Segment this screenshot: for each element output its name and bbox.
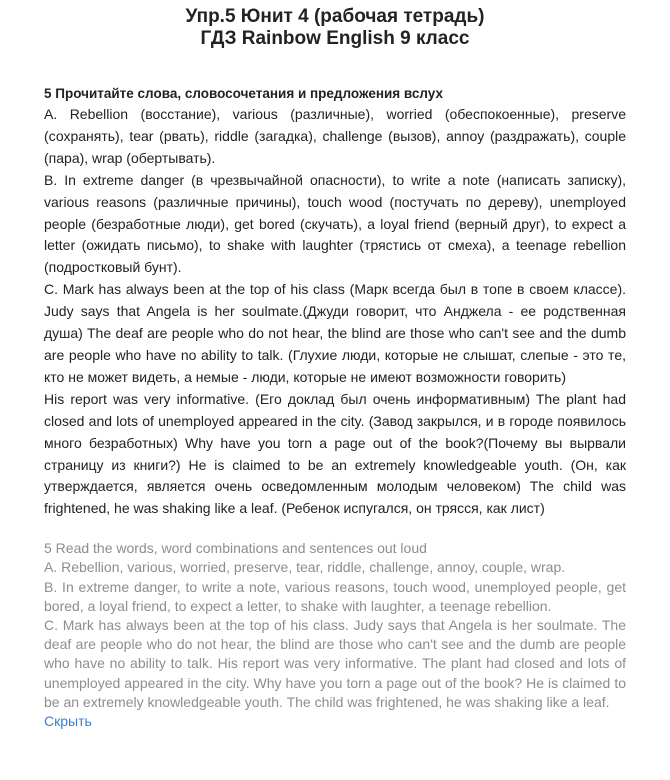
page-subtitle: ГДЗ Rainbow English 9 класс [200, 28, 470, 49]
hide-link[interactable]: Скрыть [44, 713, 92, 730]
english-heading: 5 Read the words, word combinations and sentences out loud [44, 540, 427, 557]
task-heading: 5 Прочитайте слова, словосочетания и предложения вслух [44, 86, 443, 101]
answer-english [44, 539, 626, 731]
page-title: Упр.5 Юнит 4 (рабочая тетрадь) [185, 6, 485, 27]
english-part-a: A. Rebellion, various, worried, preserve, tear, riddle, challenge, annoy, couple, wrap. [44, 559, 566, 576]
answer-part-b: B. In extreme danger (в чрезвычайной опасности), to write a note (написать записку), various reasons (различные причины), touch wood (постучать по дереву), unemployed people (безработные люди), get bored (скучать), a loyal friend (верный друг), to expect a letter (ожидать письмо), to shake with laughter (трястись от смеха), a teenage rebellion (подростковый бунт). [44, 171, 626, 276]
english-part-c: C. Mark has always been at the top of his class. Judy says that Angela is her soulmate. The deaf are people who do not hear, the blind are those who can't see and the dumb are people who have no ability to talk. His report was very informative. The plant had closed and lots of unemployed appeared in the city. Why have you torn a page out of the book? He is claimed to be an extremely knowledgeable youth. The child was frightened, he was shaking like a leaf. [44, 617, 626, 710]
english-part-b: B. In extreme danger, to write a note, various reasons, touch wood, unemployed people, get bored, a loyal friend, to expect a letter, to shake with laughter, a teenage rebellion. [44, 578, 626, 614]
answer-part-c: C. Mark has always been at the top of his class (Марк всегда был в топе в своем классе). Judy says that Angela is her soulmate.(Джуди говорит, что Анджела - ее родственная душа) The deaf are people who do not hear, the blind are those who can't see and the dumb are people who have no ability to talk. (Глухие люди, которые не слышат, слепые - это те, кто не может видеть, а немые - люди, которые не имеют возможности говорить) [44, 281, 626, 385]
answer-part-c-continued: His report was very informative. (Его доклад был очень информативным) The plant had closed and lots of unemployed appeared in the city. (Завод закрылся, и в городе появилось много безработных) Why have you torn a page out of the book?(Почему вы вырвали страницу из книги?) He is claimed to be an extremely knowledgeable youth. (Он, как утверждается, является очень осведомленным молодым человеком) The child was frightened, he was shaking like a leaf. (Ребенок испугался, он трясся, как лист) [44, 390, 626, 517]
answer-part-a: A. Rebellion (восстание), various (различные), worried (обеспокоенные), preserve (сохранять), tear (рвать), riddle (загадка), challenge (вызов), annoy (раздражать), couple (пара), wrap (обертывать). [44, 106, 626, 166]
answer-russian [44, 104, 626, 520]
